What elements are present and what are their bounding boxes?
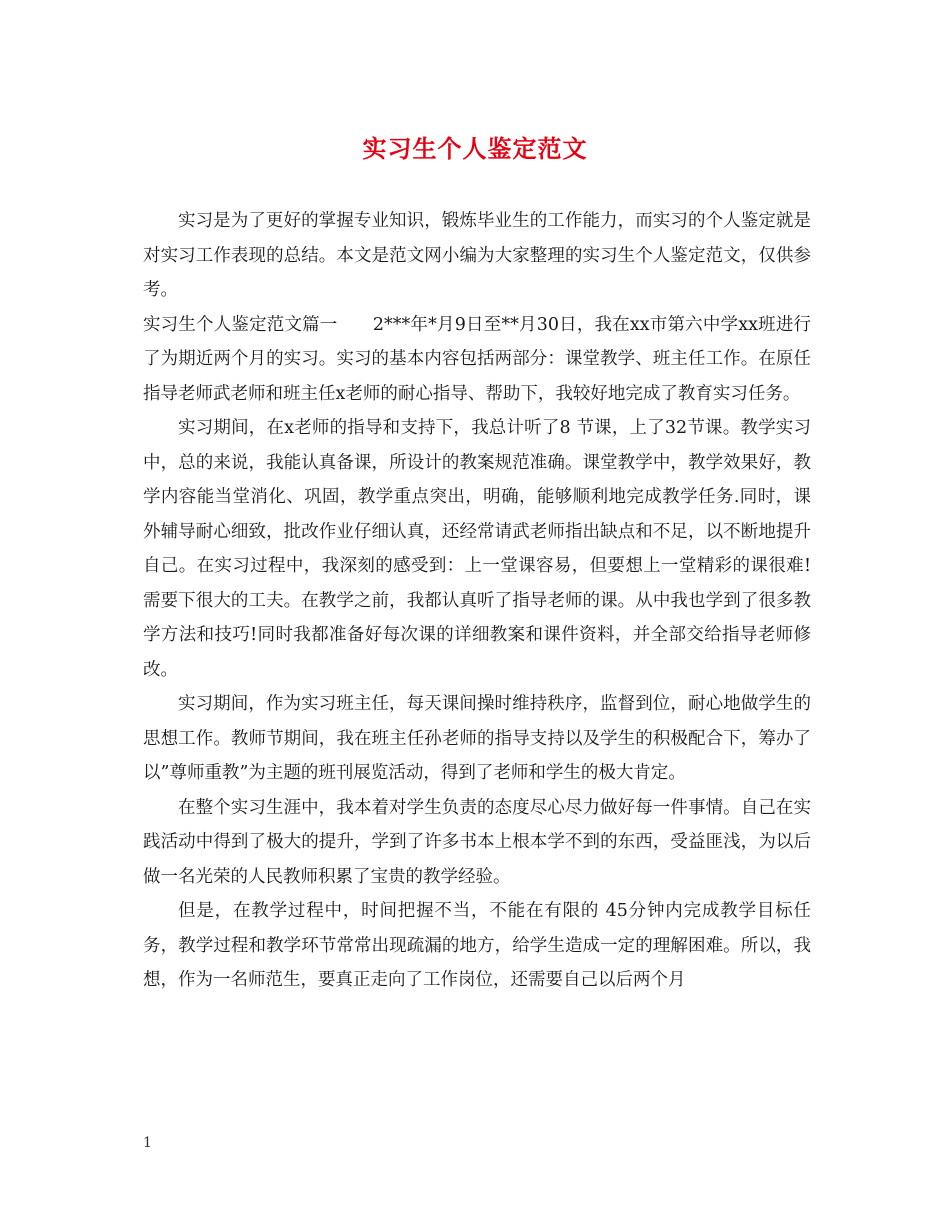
page-number: 1	[143, 1135, 152, 1151]
paragraph-class-teacher: 实习期间，作为实习班主任，每天课间操时维持秩序，监督到位，耐心地做学生的思想工作。教师节期间，我在班主任孙老师的指导支持以及学生的积极配合下，筹办了以”尊师重教”为主题的班刊展览活动，得到了老师和学生的极大肯定。	[143, 694, 811, 783]
document-title: 实习生个人鉴定范文	[362, 134, 588, 163]
document-body	[143, 204, 811, 998]
paragraph-article-one: 实习生个人鉴定范文篇一 2***年*月9日至**月30日，我在xx市第六中学xx班进行了为期近两个月的实习。实习的基本内容包括两部分：课堂教学、班主任工作。在原任指导老师武老师和班主任x老师的耐心指导、帮助下，我较好地完成了教育实习任务。	[143, 314, 811, 404]
paragraph-intro: 实习是为了更好的掌握专业知识，锻炼毕业生的工作能力，而实习的个人鉴定就是对实习工作表现的总结。本文是范文网小编为大家整理的实习生个人鉴定范文，仅供参考。	[143, 211, 811, 300]
paragraph-shortcomings: 但是，在教学过程中，时间把握不当，不能在有限的 45分钟内完成教学目标任务，教学过程和教学环节常常出现疏漏的地方，给学生造成一定的理解困难。所以，我想，作为一名师范生，要真正走向了工作岗位，还需要自己以后两个月	[143, 901, 811, 990]
paragraph-growth: 在整个实习生涯中，我本着对学生负责的态度尽心尽力做好每一件事情。自己在实践活动中得到了极大的提升，学到了许多书本上根本学不到的东西，受益匪浅，为以后做一名光荣的人民教师积累了宝贵的教学经验。	[143, 797, 811, 887]
paragraph-teaching: 实习期间，在x老师的指导和支持下，我总计听了8 节课，上了32节课。教学实习中，总的来说，我能认真备课，所设计的教案规范准确。课堂教学中，教学效果好，教学内容能当堂消化、巩固，教学重点突出，明确，能够顺利地完成教学任务.同时，课外辅导耐心细致，批改作业仔细认真，还经常请武老师指出缺点和不足，以不断地提升自己。在实习过程中，我深刻的感受到：上一堂课容易，但要想上一堂精彩的课很难!需要下很大的工夫。在教学之前，我都认真听了指导老师的课。从中我也学到了很多教学方法和技巧!同时我都准备好每次课的详细教案和课件资料，并全部交给指导老师修改。	[143, 418, 811, 680]
